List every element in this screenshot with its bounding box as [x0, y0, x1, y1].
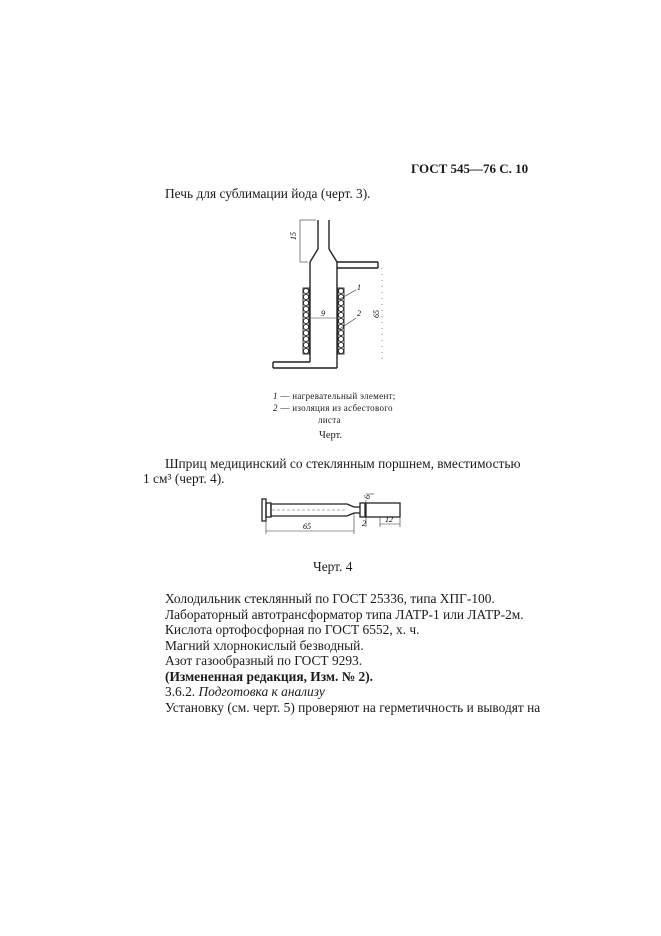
syringe-text-line-1: Шприц медицинский со стеклянным поршнем, вместимостью [165, 456, 521, 471]
figure-4-caption: Черт. 4 [313, 559, 353, 574]
list-item: Кислота ортофосфорная по ГОСТ 6552, х. ч. [165, 622, 420, 637]
dim-tip-label: 12 [385, 515, 393, 524]
figure-3-caption: Черт. [319, 430, 343, 441]
dim-small-label: 2 [362, 519, 366, 528]
callout-1: 1 [357, 283, 361, 292]
list-item: Азот газообразный по ГОСТ 9293. [165, 653, 363, 668]
section-title: Подготовка к анализу [198, 684, 325, 699]
legend-number: 1 [273, 391, 278, 401]
list-item: Лабораторный автотрансформатор типа ЛАТР-1 или ЛАТР-2м. [165, 607, 524, 622]
list-item: Холодильник стеклянный по ГОСТ 25336, типа ХПГ-100. [165, 591, 495, 606]
callout-2: 2 [357, 309, 361, 318]
dim-diam-label: 6 [363, 495, 372, 499]
section-heading [165, 684, 325, 700]
body-text-line: Установку (см. черт. 5) проверяют на герметичность и выводят на [165, 700, 541, 715]
list-item: Магний хлорнокислый безводный. [165, 638, 364, 653]
dim-length-label: 65 [303, 522, 311, 531]
legend-text: — изоляция из асбестового [280, 403, 393, 413]
edit-note: (Измененная редакция, Изм. № 2). [165, 669, 374, 684]
intro-text: Печь для сублимации йода (черт. 3). [165, 186, 371, 201]
dim-right-label: 65 [372, 310, 381, 318]
legend-number: 2 [273, 403, 278, 413]
section-number: 3.6.2. [165, 684, 196, 699]
legend-text: — нагревательный элемент; [280, 391, 396, 401]
legend-item-2-cont: листа [318, 415, 341, 425]
dim-top-label: 15 [289, 232, 298, 240]
dim-gap-label: 9 [321, 309, 325, 318]
page-header: ГОСТ 545—76 С. 10 [411, 161, 529, 176]
syringe-text-line-2: 1 см³ (черт. 4). [143, 471, 225, 486]
